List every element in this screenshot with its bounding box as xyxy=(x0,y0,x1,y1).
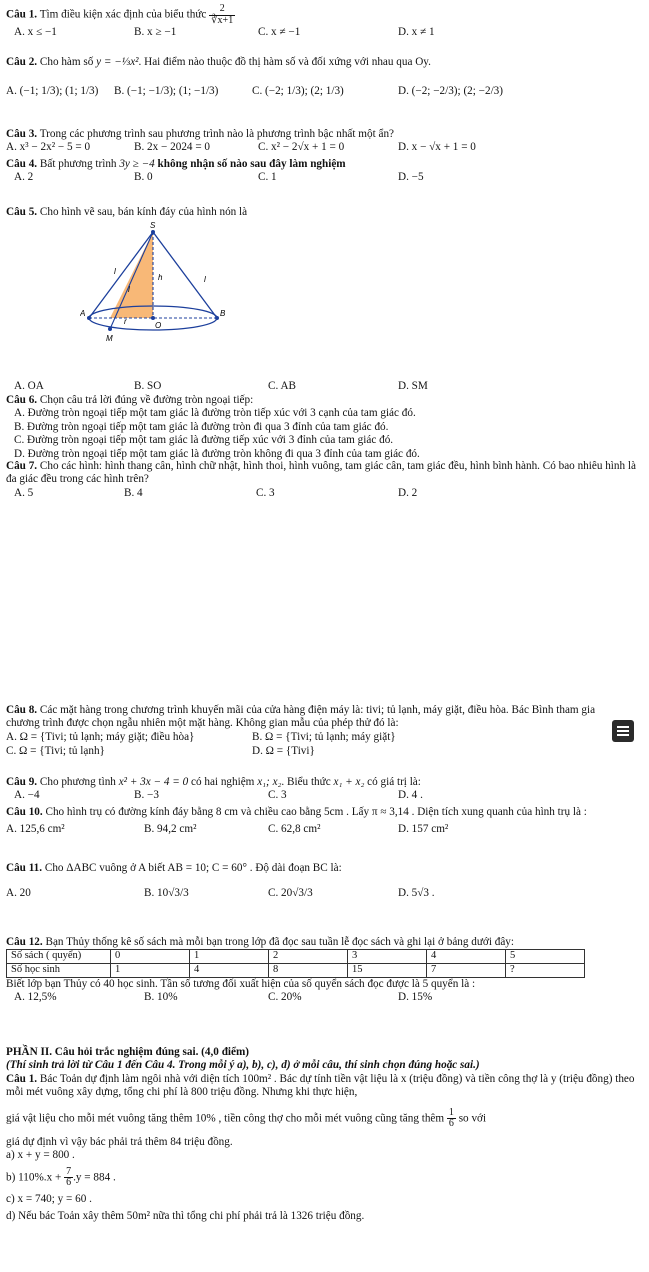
option-b[interactable]: B. 10√3/3 xyxy=(144,887,189,900)
point-o xyxy=(151,316,155,320)
point-a xyxy=(87,316,91,320)
question-label: Câu 8. xyxy=(6,704,38,716)
question-label: Câu 3. xyxy=(6,128,38,140)
menu-icon[interactable] xyxy=(612,720,634,742)
label-l1: l xyxy=(114,267,116,276)
label-m: M xyxy=(106,334,113,343)
option-c[interactable]: C. x ≠ −1 xyxy=(258,26,301,38)
option-d[interactable]: D. x ≠ 1 xyxy=(398,26,435,38)
options xyxy=(6,887,643,905)
options xyxy=(6,731,643,745)
fraction: $\frac{7}{6}$ xyxy=(66,1165,72,1189)
option-a[interactable]: A. 12,5% xyxy=(14,991,57,1004)
question-1: Câu 1. Tìm điều kiện xác định của biểu thức $\frac{2}{∛x+1}$ A. x ≤ −1 B. x ≥ −1 C. x ≠ −1 D. x ≠ 1 xyxy=(6,4,643,40)
question-7: Câu 7. Cho các hình: hình thang cân, hình chữ nhật, hình thoi, hình vuông, tam giác cân, tam giác đều, hình bình hành. Có bao nhiêu hình là đa giác đều trong các hình trên? A. 5 B. 4 C. 3 D. 2 xyxy=(6,460,643,501)
options xyxy=(6,789,643,803)
option-c[interactable]: C. x² − 2√x + 1 = 0 xyxy=(258,141,345,154)
question-label: Câu 1. xyxy=(6,8,38,21)
question-label: Câu 1. xyxy=(6,1072,38,1085)
statement-a[interactable]: a) x + y = 800 . xyxy=(6,1149,75,1162)
question-9: Câu 9. Cho phương tình x² + 3x − 4 = 0 có hai nghiệm x₁; x₂. Biểu thức x₁ + x₂ có giá trị là: A. −4 B. −3 C. 3 D. 4 . xyxy=(6,776,643,803)
option-a[interactable]: A. Ω = {Tivi; tủ lạnh; máy giặt; điều hòa} xyxy=(6,730,195,743)
option-b[interactable]: B. Ω = {Tivi; tủ lạnh; máy giặt} xyxy=(252,730,396,743)
option-d[interactable]: D. 5√3 . xyxy=(398,887,435,900)
question-10: Câu 10. Cho hình trụ có đường kính đáy bằng 8 cm và chiều cao bằng 5cm . Lấy π ≈ 3,14 . Diện tích xung quanh của hình trụ là : A. 125,6 cm² B. 94,2 cm² C. 62,8 cm² D. 157 cm² xyxy=(6,806,643,837)
label-b: B xyxy=(220,309,226,318)
option-b[interactable]: B. SO xyxy=(134,380,162,392)
options xyxy=(6,85,643,105)
option-c[interactable]: C. Đường tròn ngoại tiếp một tam giác là đường tiếp xúc với 3 đỉnh của tam giác đó. xyxy=(14,434,394,447)
statement-d[interactable]: d) Nếu bác Toản xây thêm 50m² nữa thì tổng chi phí phải trả là 1326 triệu đồng. xyxy=(6,1210,365,1223)
option-a[interactable]: A. x³ − 2x² − 5 = 0 xyxy=(6,141,91,154)
options xyxy=(6,26,643,40)
data-table xyxy=(6,949,585,977)
option-c[interactable]: C. Ω = {Tivi; tủ lạnh} xyxy=(6,744,105,757)
point-s xyxy=(151,230,155,234)
question-label: Câu 7. xyxy=(6,460,38,472)
label-a: A xyxy=(80,309,86,318)
option-b[interactable]: B. 4 xyxy=(124,486,143,499)
option-a[interactable]: A. 125,6 cm² xyxy=(6,823,65,836)
question-5-options xyxy=(6,380,643,394)
option-a[interactable]: A. 20 xyxy=(6,887,31,900)
question-label: Câu 10. xyxy=(6,806,43,818)
option-d[interactable]: D. 2 xyxy=(398,486,418,499)
question-8: Câu 8. Các mặt hàng trong chương trình khuyến mãi của cửa hàng điện máy là: tivi; tủ lạnh, máy giặt, điều hòa. Bác Bình tham gia chương trình được chọn ngẫu nhiên một mặt hàng. Không gian mẫu của phép thử đó là: A. Ω = {Tivi; tủ lạnh; máy giặt; điều hòa} B. Ω = {Tivi; tủ lạnh; máy giặt} C. Ω = {Tivi; tủ lạnh} D. Ω = {Tivi} xyxy=(6,704,643,759)
label-l3: l xyxy=(128,285,130,294)
option-a[interactable]: A. 2 xyxy=(14,171,34,184)
fraction: $\frac{2}{∛x+1}$ xyxy=(211,3,234,26)
part-2: PHẦN II. Câu hỏi trắc nghiệm đúng sai. (4,0 điểm) (Thí sinh trả lời từ Câu 1 đến Câu 4. Trong mỗi ý a), b), c), d) ở mỗi câu, thí sinh chọn đúng hoặc sai.) Câu 1. Bác Toản dự định làm ngôi nhà với diện tích 100m² . Bác dự tính tiền vật liệu là x (triệu đồng) và tiền công thợ là y (triệu đồng) theo mỗi mét vuông xây dựng, tổng chi phí là 800 triệu đồng. Nhưng khi thực hiện, giá vật liệu cho mỗi mét vuông tăng thêm 10% , tiền công thợ cho mỗi mét vuông cũng tăng thêm $\frac{1}{6}$ so với giá dự định vì vậy bác phải trả thêm 84 triệu đồng. a) x + y = 800 . b) 110%.x + $\frac{7}{6}$ .y = 884 . c) x = 740; y = 60 . d) Nếu bác Toản xây thêm 50m² nữa thì tổng chi phí phải trả là 1326 triệu đồng. xyxy=(6,1046,643,1224)
option-d[interactable]: D. 4 . xyxy=(398,789,423,802)
question-label: Câu 6. xyxy=(6,394,38,406)
option-a[interactable]: A. −4 xyxy=(14,789,40,802)
question-label: Câu 12. xyxy=(6,936,43,948)
question-12: Câu 12. Bạn Thủy thống kê số sách mà mỗi bạn trong lớp đã đọc sau tuần lễ đọc sách và ghi lại ở bảng dưới đây: Số sách ( quyển) 0 1 2 3 4 5 Số học sinh 1 4 8 15 7 ? Biết lớp bạn Thủy có 40 học sinh. Tần số tương đối xuất hiện của số quyển sách đọc được là 5 quyển là : A. 12,5% B. 10% C. 20% D. 15% xyxy=(6,936,643,1005)
label-r: r xyxy=(124,317,127,326)
label-h: h xyxy=(158,273,163,282)
question-label: Câu 4. xyxy=(6,158,38,170)
option-b[interactable]: B. −3 xyxy=(134,789,159,802)
table-row: Số học sinh 1 4 8 15 7 ? xyxy=(7,964,585,978)
option-d[interactable]: D. −5 xyxy=(398,171,424,184)
option-d[interactable]: D. (−2; −2/3); (2; −2/3) xyxy=(398,85,503,98)
question-5: Câu 5. Cho hình vẽ sau, bán kính đáy của hình nón là xyxy=(6,206,248,218)
question-label: Câu 2. xyxy=(6,56,38,68)
question-4: Câu 4. Bất phương trình 3y ≥ −4 không nhận số nào sau đây làm nghiệm A. 2 B. 0 C. 1 D. −5 xyxy=(6,158,643,185)
option-d[interactable]: D. SM xyxy=(398,380,428,392)
cone-section xyxy=(110,232,153,318)
option-c[interactable]: C. AB xyxy=(268,380,296,392)
statement-c[interactable]: c) x = 740; y = 60 . xyxy=(6,1192,92,1205)
option-d[interactable]: D. 15% xyxy=(398,991,433,1004)
option-a[interactable]: A. (−1; 1/3); (1; 1/3) xyxy=(6,85,99,98)
option-d[interactable]: D. 157 cm² xyxy=(398,823,449,836)
option-c[interactable]: C. 20√3/3 xyxy=(268,887,313,900)
option-b[interactable]: B. 94,2 cm² xyxy=(144,823,197,836)
option-b[interactable]: B. Đường tròn ngoại tiếp một tam giác là đường tròn đi qua 3 đỉnh của tam giác đó. xyxy=(14,420,389,433)
question-3: Câu 3. Trong các phương trình sau phương trình nào là phương trình bậc nhất một ẩn? A. x³ − 2x² − 5 = 0 B. 2x − 2024 = 0 C. x² − 2√x + 1 = 0 D. x − √x + 1 = 0 xyxy=(6,128,643,155)
option-a[interactable]: A. OA xyxy=(14,380,44,392)
option-d[interactable]: D. Ω = {Tivi} xyxy=(252,744,315,757)
options xyxy=(6,487,643,501)
point-m xyxy=(108,327,112,331)
option-c[interactable]: C. 1 xyxy=(258,171,277,184)
point-b xyxy=(215,316,219,320)
question-label: Câu 11. xyxy=(6,862,43,874)
question-6: Câu 6. Chọn câu trả lời đúng về đường tròn ngoại tiếp: A. Đường tròn ngoại tiếp một tam giác là đường tròn tiếp xúc với 3 cạnh của tam giác đó. B. Đường tròn ngoại tiếp một tam giác là đường tròn đi qua 3 đỉnh của tam giác đó. C. Đường tròn ngoại tiếp một tam giác là đường tiếp xúc với 3 đỉnh của tam giác đó. D. Đường tròn ngoại tiếp một tam giác là đường tròn không đi qua 3 đỉnh của tam giác đó. xyxy=(6,394,643,461)
options xyxy=(6,141,643,155)
option-c[interactable]: C. 3 xyxy=(256,486,275,499)
instruction: (Thí sinh trả lời từ Câu 1 đến Câu 4. Trong mỗi ý a), b), c), d) ở mỗi câu, thí sinh chọn đúng hoặc sai.) xyxy=(6,1059,480,1072)
option-d[interactable]: D. Đường tròn ngoại tiếp một tam giác là đường tròn không đi qua 3 đỉnh của tam giác đó. xyxy=(14,447,420,460)
options xyxy=(6,745,643,759)
option-a[interactable]: A. 5 xyxy=(14,486,34,499)
option-c[interactable]: C. 62,8 cm² xyxy=(268,823,321,836)
question-11: Câu 11. Cho ΔABC vuông ở A biết AB = 10; C = 60° . Độ dài đoạn BC là: A. 20 B. 10√3/3 C. 20√3/3 D. 5√3 . xyxy=(6,862,643,905)
option-c[interactable]: C. (−2; 1/3); (2; 1/3) xyxy=(252,85,344,98)
option-a[interactable]: A. Đường tròn ngoại tiếp một tam giác là đường tròn tiếp xúc với 3 cạnh của tam giác đó. xyxy=(14,407,416,420)
options xyxy=(6,171,643,185)
statement-b[interactable]: b) 110%.x + $\frac{7}{6}$ .y = 884 . xyxy=(6,1165,116,1189)
option-b[interactable]: B. 2x − 2024 = 0 xyxy=(134,141,211,154)
label-l2: l xyxy=(204,275,206,284)
question-2: Câu 2. Cho hàm số y = −⅓x². Hai điểm nào thuộc đồ thị hàm số và đối xứng với nhau qua Oy. A. (−1; 1/3); (1; 1/3) B. (−1; −1/3); (1; −1/3) C. (−2; 1/3); (2; 1/3) D. (−2; −2/3); (2; −2/3) xyxy=(6,56,643,105)
options xyxy=(6,991,643,1005)
cone-figure xyxy=(80,222,250,372)
option-a[interactable]: A. x ≤ −1 xyxy=(14,26,57,38)
option-b[interactable]: B. (−1; −1/3); (1; −1/3) xyxy=(114,85,219,98)
option-c[interactable]: C. 20% xyxy=(268,991,302,1004)
option-c[interactable]: C. 3 xyxy=(268,789,287,802)
fraction: $\frac{1}{6}$ xyxy=(448,1106,454,1130)
table-row: Số sách ( quyển) 0 1 2 3 4 5 xyxy=(7,950,585,964)
label-o: O xyxy=(155,321,162,330)
option-b[interactable]: B. 0 xyxy=(134,171,153,184)
question-label: Câu 9. xyxy=(6,776,38,788)
option-b[interactable]: B. x ≥ −1 xyxy=(134,26,177,38)
options xyxy=(6,823,643,837)
cone-edge-right xyxy=(153,232,217,318)
question-label: Câu 5. xyxy=(6,206,38,218)
option-b[interactable]: B. 10% xyxy=(144,991,178,1004)
option-d[interactable]: D. x − √x + 1 = 0 xyxy=(398,141,476,154)
label-s: S xyxy=(150,222,156,230)
section-title: PHẦN II. Câu hỏi trắc nghiệm đúng sai. (4,0 điểm) xyxy=(6,1046,250,1058)
